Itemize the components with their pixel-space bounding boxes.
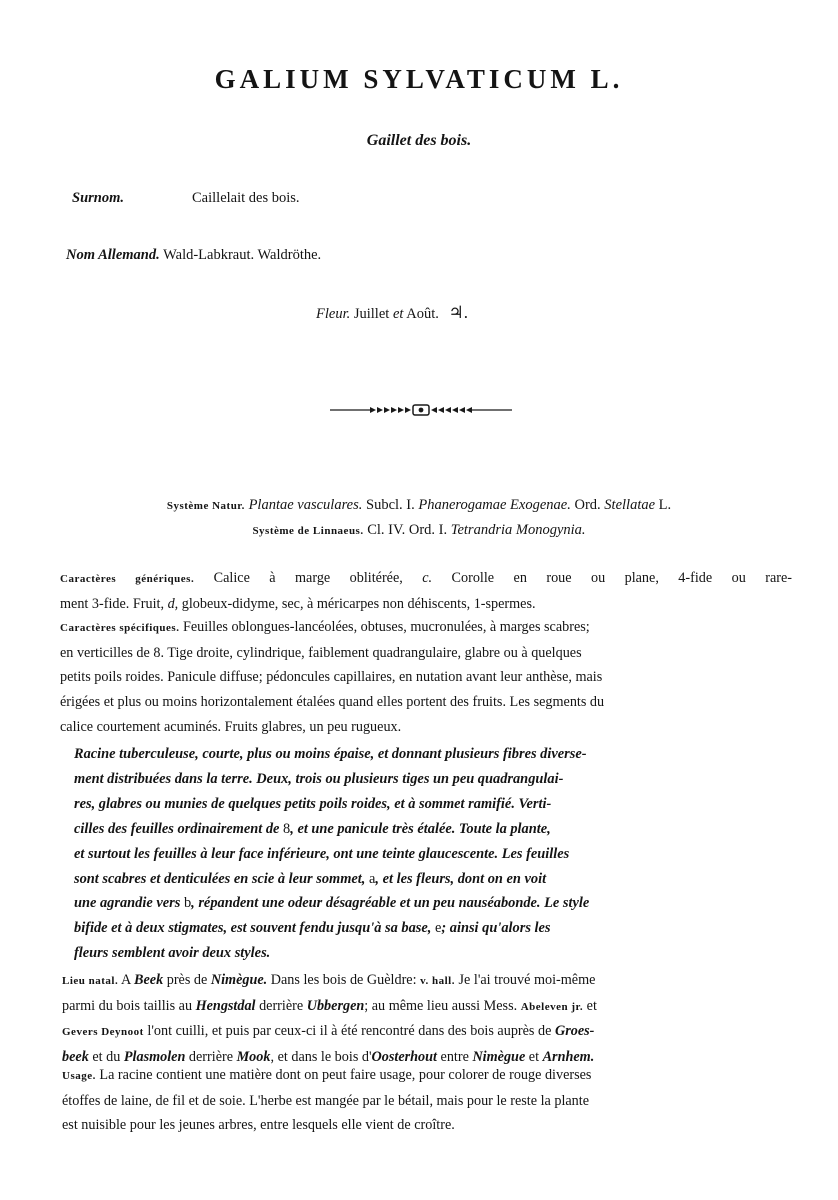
lieu-beek: Beek	[134, 972, 164, 988]
jupiter-perennial-symbol: ♃.	[448, 303, 468, 322]
lieu-text-11: derrière	[185, 1049, 237, 1066]
usage	[62, 1063, 792, 1138]
lieu-text-4: Je l'ai trouvé moi-même	[454, 972, 596, 988]
generiques-d: d,	[167, 595, 179, 612]
description-line-3: res, glabres ou munies de quelques petits poils roides, et à sommet ramifié. Verti-	[74, 795, 552, 812]
systeme-ord: Ord.	[570, 497, 605, 513]
specifiques-line-3: petits poils roides. Panicule diffuse; pédoncules capillaires, en nutation avant leur anthèse, mais	[60, 669, 603, 686]
generiques-text-1: Calice à marge oblitérée,	[194, 570, 423, 586]
surnom-value: Caillelait des bois.	[192, 190, 300, 206]
description-line-2: ment distribuées dans la terre. Deux, trois ou plusieurs tiges un peu quadrangulai-	[74, 770, 564, 787]
description-line-5: et surtout les feuilles à leur face inférieure, ont une teinte glaucescente. Les feuilles	[74, 845, 570, 862]
systeme-plantae: Plantae vasculares.	[248, 497, 363, 513]
lieu-text-6: derrière	[255, 997, 307, 1014]
lieu-hengstdal: Hengstdal	[195, 997, 256, 1014]
specifiques-label: Caractères spécifiques.	[60, 622, 180, 634]
systeme-linnaeus	[0, 522, 838, 539]
systeme-subclass: Subcl. I.	[362, 497, 419, 513]
lieu-arnhem: Arnhem.	[542, 1049, 595, 1066]
specifiques-line-5: calice courtement acuminés. Fruits glabres, un peu rugueux.	[60, 718, 402, 735]
description-line-8b: ; ainsi qu'alors les	[441, 920, 551, 937]
allemand-value: Wald-Labkraut. Waldröthe.	[163, 247, 322, 263]
generiques-text-2: Corolle en roue ou plane, 4-fide ou rare-	[432, 570, 792, 586]
systeme-l: L.	[655, 497, 672, 513]
description-block	[74, 742, 792, 966]
lieu-text-1: A	[118, 972, 135, 988]
description-line-4b: , et une panicule très étalée. Toute la plante,	[290, 820, 551, 837]
systeme-linnaeus-label: Système de Linnaeus.	[252, 525, 364, 537]
usage-line-1: La racine contient une matière dont on peut faire usage, pour colorer de rouge diverses	[95, 1067, 592, 1083]
fleur-label: Fleur.	[316, 306, 351, 322]
lieu-groesbeek-b: beek	[62, 1049, 89, 1066]
description-line-8a: bifide et à deux stigmates, est souvent fendu jusqu'à sa base,	[74, 920, 435, 937]
description-number-8: 8	[283, 820, 291, 837]
generiques-c: c.	[422, 570, 433, 586]
description-line-7a: une agrandie vers	[74, 895, 184, 912]
lieu-label: Lieu natal.	[62, 975, 119, 987]
page-subtitle: Gaillet des bois.	[366, 132, 472, 149]
lieu-text-7: ; au même lieu aussi Mess.	[364, 997, 521, 1014]
description-letter-e: e	[434, 920, 442, 937]
lieu-text-8: et	[583, 997, 597, 1014]
surnom-label: Surnom.	[72, 190, 124, 206]
description-line-1: Racine tuberculeuse, courte, plus ou moins épaise, et donnant plusieurs fibres diverse-	[74, 746, 587, 762]
lieu-text-2: près de	[163, 972, 211, 988]
lieu-ubbergen: Ubbergen	[306, 997, 365, 1014]
lieu-text-12: , et dans le bois d'	[270, 1049, 372, 1066]
lieu-hall: v. hall.	[420, 975, 455, 987]
description-line-7b: , répandent une odeur désagréable et un peu nauséabonde. Le style	[191, 895, 590, 912]
allemand-row	[66, 247, 321, 264]
lieu-text-5: parmi du bois taillis au	[62, 997, 196, 1014]
systeme-naturel-label: Système Natur.	[166, 500, 245, 512]
surnom-row	[72, 190, 124, 207]
description-line-4a: cilles des feuilles ordinairement de	[74, 820, 284, 837]
description-letter-b: b	[183, 895, 192, 912]
caracteres-generiques	[60, 566, 792, 616]
systeme-naturel	[0, 497, 838, 514]
lieu-mook: Mook	[236, 1049, 271, 1066]
usage-label: Usage.	[62, 1070, 96, 1082]
lieu-text-10: et du	[88, 1049, 124, 1066]
lieu-natal	[62, 968, 792, 1070]
lieu-abeleven: Abeleven jr.	[520, 1000, 584, 1013]
lieu-gevers-deynoot: Gevers Deynoot	[62, 1026, 144, 1039]
linnaeus-tetrandria: Tetrandria Monogynia.	[450, 522, 586, 538]
allemand-label: Nom Allemand.	[66, 247, 160, 263]
usage-line-3: est nuisible pour les jeunes arbres, entre lesquels elle vient de croître.	[62, 1117, 455, 1134]
specifiques-line-1: Feuilles oblongues-lancéolées, obtuses, mucronulées, à marges scabres;	[179, 619, 590, 635]
fleur-value-b: Août.	[403, 306, 439, 322]
lieu-nimegue-2: Nimègue	[472, 1049, 526, 1066]
systeme-stellatae: Stellatae	[604, 497, 656, 513]
lieu-groesbeek-a: Groes-	[554, 1023, 595, 1040]
description-letter-a: a	[369, 870, 376, 887]
generiques-text-3: ment 3-fide. Fruit,	[60, 595, 168, 612]
lieu-oosterhout: Oosterhout	[371, 1049, 437, 1066]
description-line-6a: sont scabres et denticulées en scie à leur sommet,	[74, 870, 369, 887]
lieu-text-14: et	[525, 1049, 543, 1066]
usage-line-2: étoffes de laine, de fil et de soie. L'herbe est mangée par le bétail, mais pour le reste la plante	[62, 1092, 590, 1109]
ornament-divider	[330, 403, 512, 417]
description-line-9: fleurs semblent avoir deux styles.	[74, 945, 271, 962]
lieu-text-9: l'ont cuilli, et puis par ceux-ci il à été rencontré dans des bois auprès de	[143, 1023, 555, 1040]
specifiques-line-2: en verticilles de 8. Tige droite, cylindrique, faiblement quadrangulaire, glabre ou à quelques	[60, 644, 582, 661]
systeme-phanerogamae: Phanerogamae Exogenae.	[418, 497, 571, 513]
lieu-nimegue: Nimègue.	[210, 972, 268, 988]
lieu-text-3: Dans les bois de Guèldre:	[267, 972, 421, 988]
description-line-6b: , et les fleurs, dont on en voit	[375, 870, 547, 887]
caracteres-specifiques	[60, 615, 792, 740]
fleur-value-et: et	[392, 306, 404, 322]
generiques-label: Caractères génériques.	[60, 573, 195, 585]
fleur-value-a: Juillet	[353, 306, 393, 322]
linnaeus-class: Cl. IV. Ord. I.	[363, 522, 451, 538]
page-title: GALIUM SYLVATICUM L.	[214, 64, 624, 94]
specifiques-line-4: érigées et plus ou moins horizontalement étalées quand elles portent des fruits. Les segments du	[60, 694, 605, 711]
fleur-row	[316, 303, 468, 323]
lieu-plasmolen: Plasmolen	[123, 1049, 186, 1066]
generiques-text-4: globeux-didyme, sec, à méricarpes non déhiscents, 1-spermes.	[178, 595, 536, 612]
lieu-text-13: entre	[436, 1049, 473, 1066]
